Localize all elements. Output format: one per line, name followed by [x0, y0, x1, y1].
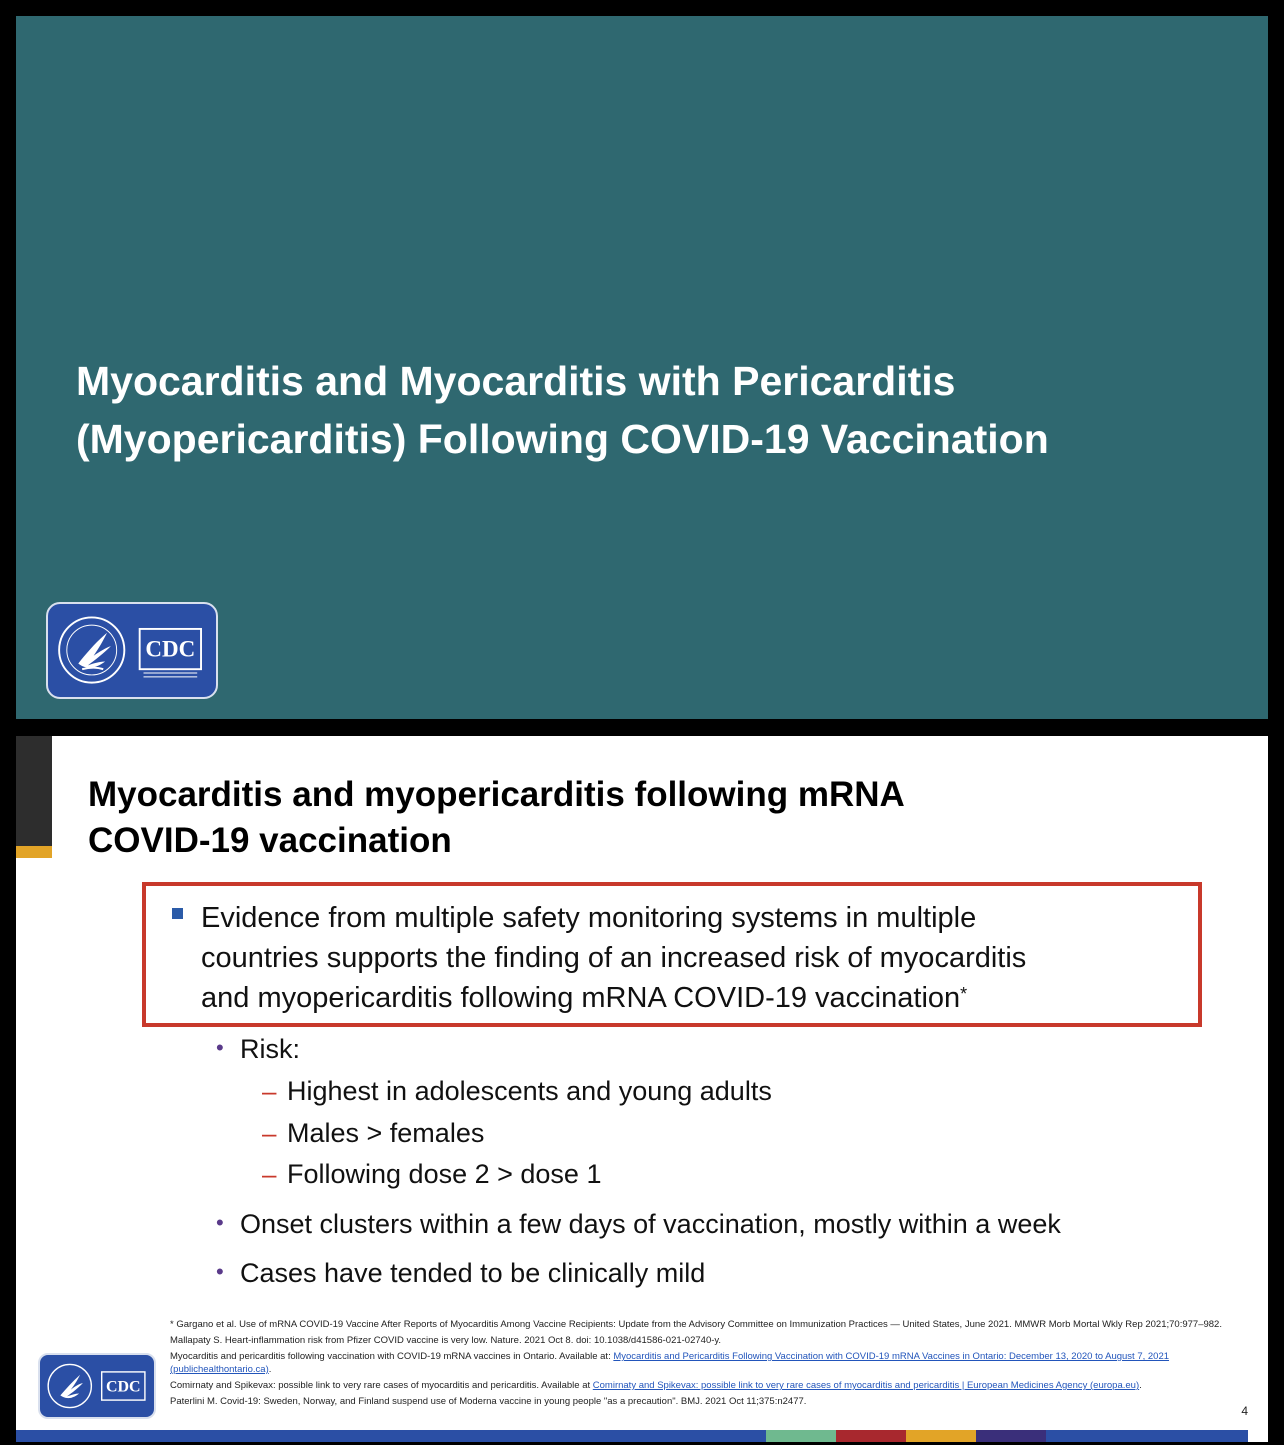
bar-segment — [466, 1430, 616, 1442]
title-line-1: Myocarditis and Myocarditis with Pericarditis — [76, 358, 956, 404]
content-slide-heading — [88, 772, 905, 864]
main-bullet-text — [201, 898, 1201, 1018]
bar-segment — [16, 1430, 166, 1442]
bar-segment — [766, 1430, 836, 1442]
heading-line-2: COVID-19 vaccination — [88, 821, 452, 860]
bar-segment — [1046, 1430, 1248, 1442]
slide-accent-bar — [16, 736, 52, 846]
footnote — [170, 1379, 1230, 1392]
bar-segment — [836, 1430, 906, 1442]
title-slide — [16, 16, 1268, 719]
svg-text:CDC: CDC — [145, 635, 196, 662]
square-bullet-icon — [172, 908, 183, 919]
bar-segment — [166, 1430, 316, 1442]
footnote-text: . — [1139, 1380, 1142, 1391]
footnote-text: . — [268, 1364, 272, 1375]
bar-segment — [906, 1430, 976, 1442]
main-bullet-line-3 — [201, 978, 1201, 1018]
content-slide — [16, 736, 1268, 1442]
footnote-marker: * — [960, 984, 968, 1004]
title-line-2: (Myopericarditis) Following COVID-19 Vaccination — [76, 416, 1049, 462]
svg-text:CDC: CDC — [106, 1378, 141, 1396]
footnote: Mallapaty S. Heart-inflammation risk from Pfizer COVID vaccine is very low. Nature. 2021 Oct 8. doi: 10.1038/d41586-021-02740-y. — [170, 1335, 722, 1346]
main-bullet-line-2: countries supports the finding of an increased risk of myocarditis — [201, 942, 1027, 974]
bar-segment — [616, 1430, 766, 1442]
risk-label: Risk: — [240, 1034, 300, 1064]
footnotes — [170, 1318, 1230, 1411]
risk-item: Males > females — [287, 1118, 485, 1148]
dash-bullet-icon: – — [262, 1159, 277, 1189]
footnote: * Gargano et al. Use of mRNA COVID-19 Vaccine After Reports of Myocarditis Among Vaccine Recipients: Update from the Advisory Committee on Immunization Practices — United States, June 2021. MMWR Morb Mortal Wkly Rep 2021;70:977–982. — [170, 1319, 1222, 1330]
risk-item: Highest in adolescents and young adults — [287, 1076, 772, 1106]
footnote: Paterlini M. Covid-19: Sweden, Norway, and Finland suspend use of Moderna vaccine in young people "as a precaution". BMJ. 2021 Oct 11;375:n2477. — [170, 1396, 807, 1407]
page-number: 4 — [1241, 1404, 1248, 1418]
footnote-text: Myocarditis and pericarditis following vaccination with COVID-19 mRNA vaccines in Ontario. Available at: — [170, 1351, 614, 1362]
dot-bullet-icon: • — [216, 1259, 224, 1284]
slide-accent-gold — [16, 846, 52, 858]
ema-link[interactable]: Comirnaty and Spikevax: possible link to very rare cases of myocarditis and pericarditis | European Medicines Agency (europa.eu) — [592, 1380, 1140, 1391]
dot-bullet-icon: • — [216, 1035, 224, 1060]
hhs-cdc-logo — [46, 602, 218, 699]
bullet-onset: Onset clusters within a few days of vaccination, mostly within a week — [240, 1209, 1061, 1239]
risk-item: Following dose 2 > dose 1 — [287, 1159, 602, 1189]
bar-segment — [976, 1430, 1046, 1442]
dot-bullet-icon: • — [216, 1210, 224, 1235]
bullet-mild: Cases have tended to be clinically mild — [240, 1258, 706, 1288]
dash-bullet-icon: – — [262, 1076, 277, 1106]
hhs-eagle-icon — [48, 604, 216, 697]
main-bullet-line-3-text: and myopericarditis following mRNA COVID-19 vaccination — [201, 982, 961, 1014]
title-slide-heading — [76, 352, 1236, 468]
hhs-eagle-icon — [40, 1355, 154, 1417]
bar-segment — [316, 1430, 466, 1442]
bottom-color-bar — [16, 1430, 1268, 1442]
hhs-cdc-logo-small — [38, 1353, 156, 1419]
ontario-report-link[interactable]: Myocarditis and Pericarditis Following Vaccination with COVID-19 mRNA Vaccines in Ontario: December 13, 2020 to August 7, 2021 (publichealthontario.ca) — [170, 1351, 1170, 1375]
main-bullet-line-1: Evidence from multiple safety monitoring systems in multiple — [201, 902, 977, 934]
footnote-text: Comirnaty and Spikevax: possible link to very rare cases of myocarditis and pericarditis. Available at — [170, 1380, 593, 1391]
dash-bullet-icon: – — [262, 1118, 277, 1148]
heading-line-1: Myocarditis and myopericarditis following mRNA — [88, 775, 905, 814]
footnote — [170, 1350, 1230, 1376]
